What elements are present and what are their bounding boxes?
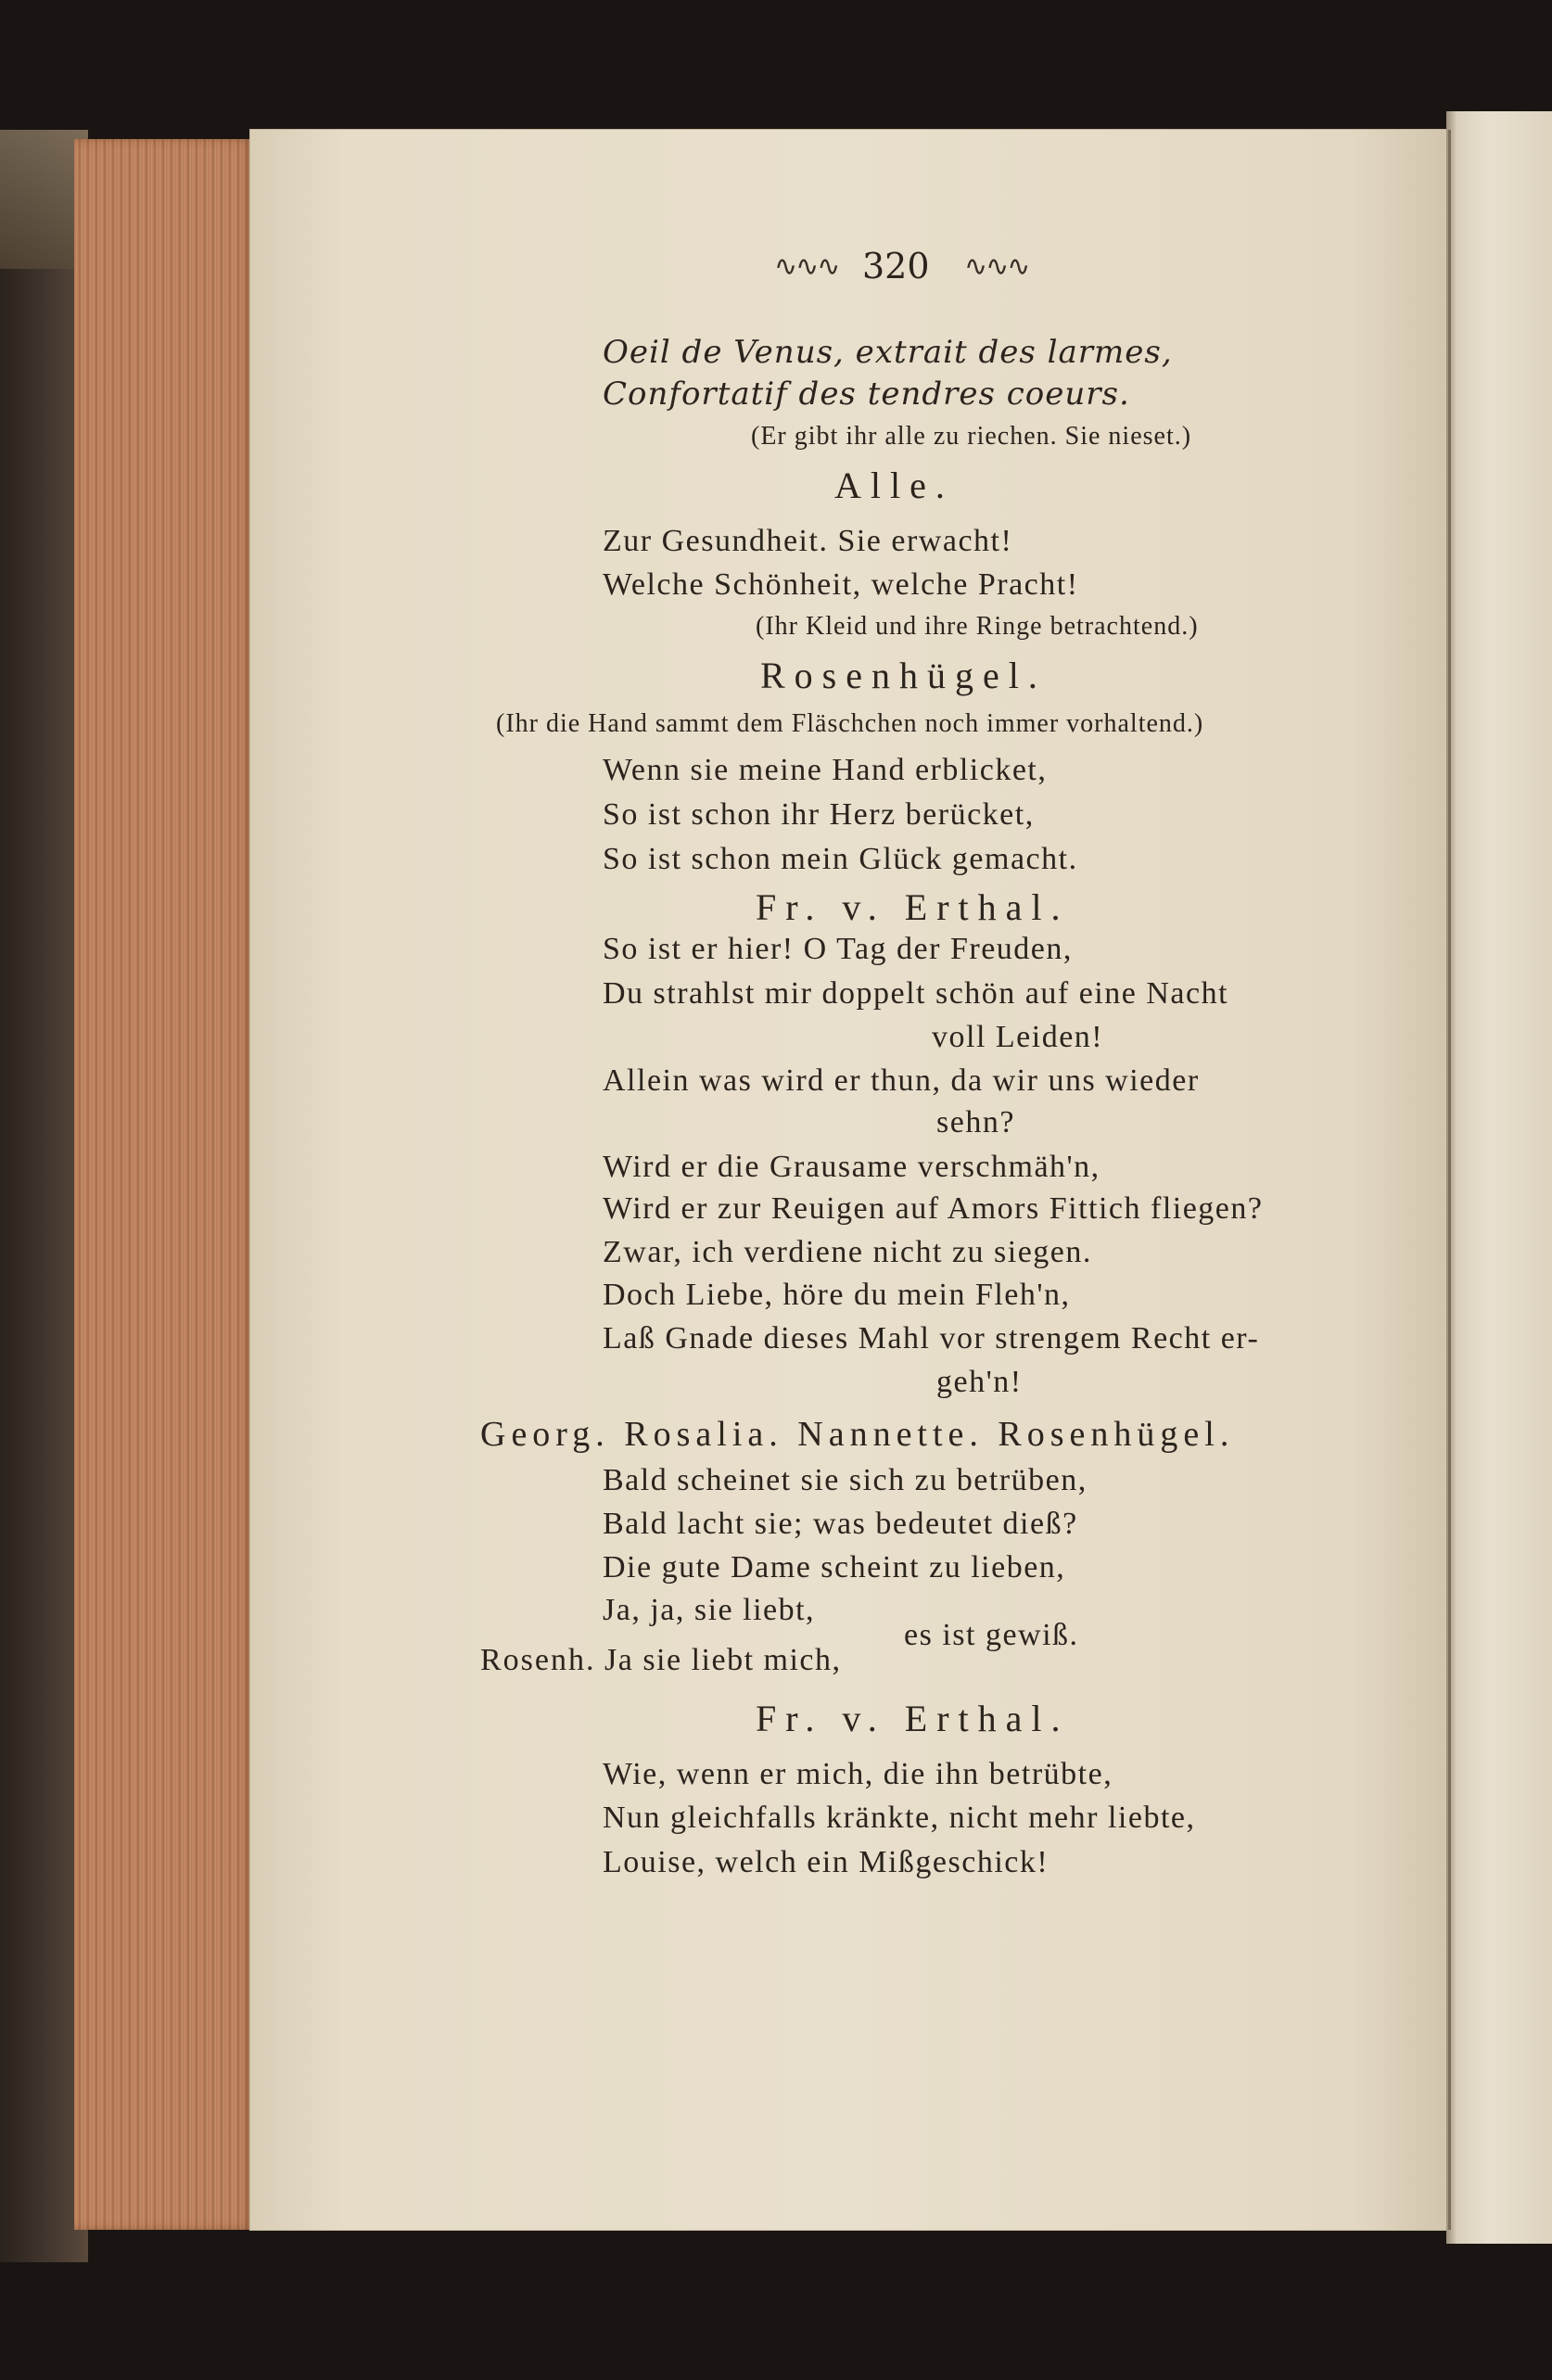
page-edges xyxy=(74,139,255,2230)
page-gutter xyxy=(1448,130,1451,2230)
stage-direction: (Ihr Kleid und ihre Ringe betrachtend.) xyxy=(756,612,1199,641)
verse-line: Laß Gnade dieses Mahl vor strengem Recht er- xyxy=(603,1321,1260,1355)
verse-line: Welche Schönheit, welche Pracht! xyxy=(603,567,1079,602)
verse-line: Wie, wenn er mich, die ihn betrübte, xyxy=(603,1757,1113,1791)
header-ornament-right: ∿∿∿ xyxy=(964,250,1029,283)
verse-line: Bald scheinet sie sich zu betrüben, xyxy=(603,1463,1088,1497)
verse-line: Du strahlst mir doppelt schön auf eine Nacht xyxy=(603,976,1229,1011)
speaker-heading-group: Georg. Rosalia. Nannette. Rosenhügel. xyxy=(480,1415,1235,1454)
verse-line-continuation: voll Leiden! xyxy=(932,1020,1104,1054)
verse-line: Louise, welch ein Mißgeschick! xyxy=(603,1845,1050,1879)
verse-line: Nun gleichfalls kränkte, nicht mehr liebte, xyxy=(603,1801,1196,1835)
verse-line: Ja, ja, sie liebt, xyxy=(603,1593,816,1627)
speaker-heading: Fr. v. Erthal. xyxy=(756,886,1070,928)
speaker-inline: Rosenh. xyxy=(480,1643,596,1677)
verse-line: Confortatif des tendres coeurs. xyxy=(603,375,1130,413)
verse-line: Zur Gesundheit. Sie erwacht! xyxy=(603,524,1013,558)
speaker-heading: Alle. xyxy=(834,465,954,506)
facing-page-edge xyxy=(1446,111,1552,2244)
stage-direction: (Er gibt ihr alle zu riechen. Sie nieset.) xyxy=(751,422,1192,451)
verse-line-shared: es ist gewiß. xyxy=(904,1618,1079,1652)
verse-line-continuation: geh'n! xyxy=(936,1365,1023,1399)
speaker-heading: Rosenhügel. xyxy=(760,655,1047,696)
stage-direction: (Ihr die Hand sammt dem Fläschchen noch immer vorhaltend.) xyxy=(496,709,1204,738)
verse-line: Wird er zur Reuigen auf Amors Fittich fliegen? xyxy=(603,1191,1264,1226)
verse-line: Zwar, ich verdiene nicht zu siegen. xyxy=(603,1235,1092,1269)
verse-line: Oeil de Venus, extrait des larmes, xyxy=(603,334,1173,371)
verse-line: So ist schon mein Glück gemacht. xyxy=(603,842,1078,876)
verse-line: Wenn sie meine Hand erblicket, xyxy=(603,753,1048,787)
verse-line: Wird er die Grausame verschmäh'n, xyxy=(603,1150,1100,1184)
verse-line-continuation: sehn? xyxy=(936,1105,1015,1139)
speaker-heading: Fr. v. Erthal. xyxy=(756,1698,1070,1739)
verse-line: Die gute Dame scheint zu lieben, xyxy=(603,1550,1066,1585)
verse-line: Allein was wird er thun, da wir uns wieder xyxy=(603,1063,1200,1098)
verse-line: So ist schon ihr Herz berücket, xyxy=(603,797,1035,832)
verse-line: Bald lacht sie; was bedeutet dieß? xyxy=(603,1507,1078,1541)
verse-line: So ist er hier! O Tag der Freuden, xyxy=(603,932,1073,966)
header-ornament-left: ∿∿∿ xyxy=(774,250,839,283)
verse-line: Doch Liebe, höre du mein Fleh'n, xyxy=(603,1278,1071,1312)
page-number: 320 xyxy=(862,246,930,286)
verse-line: Ja sie liebt mich, xyxy=(604,1643,842,1677)
